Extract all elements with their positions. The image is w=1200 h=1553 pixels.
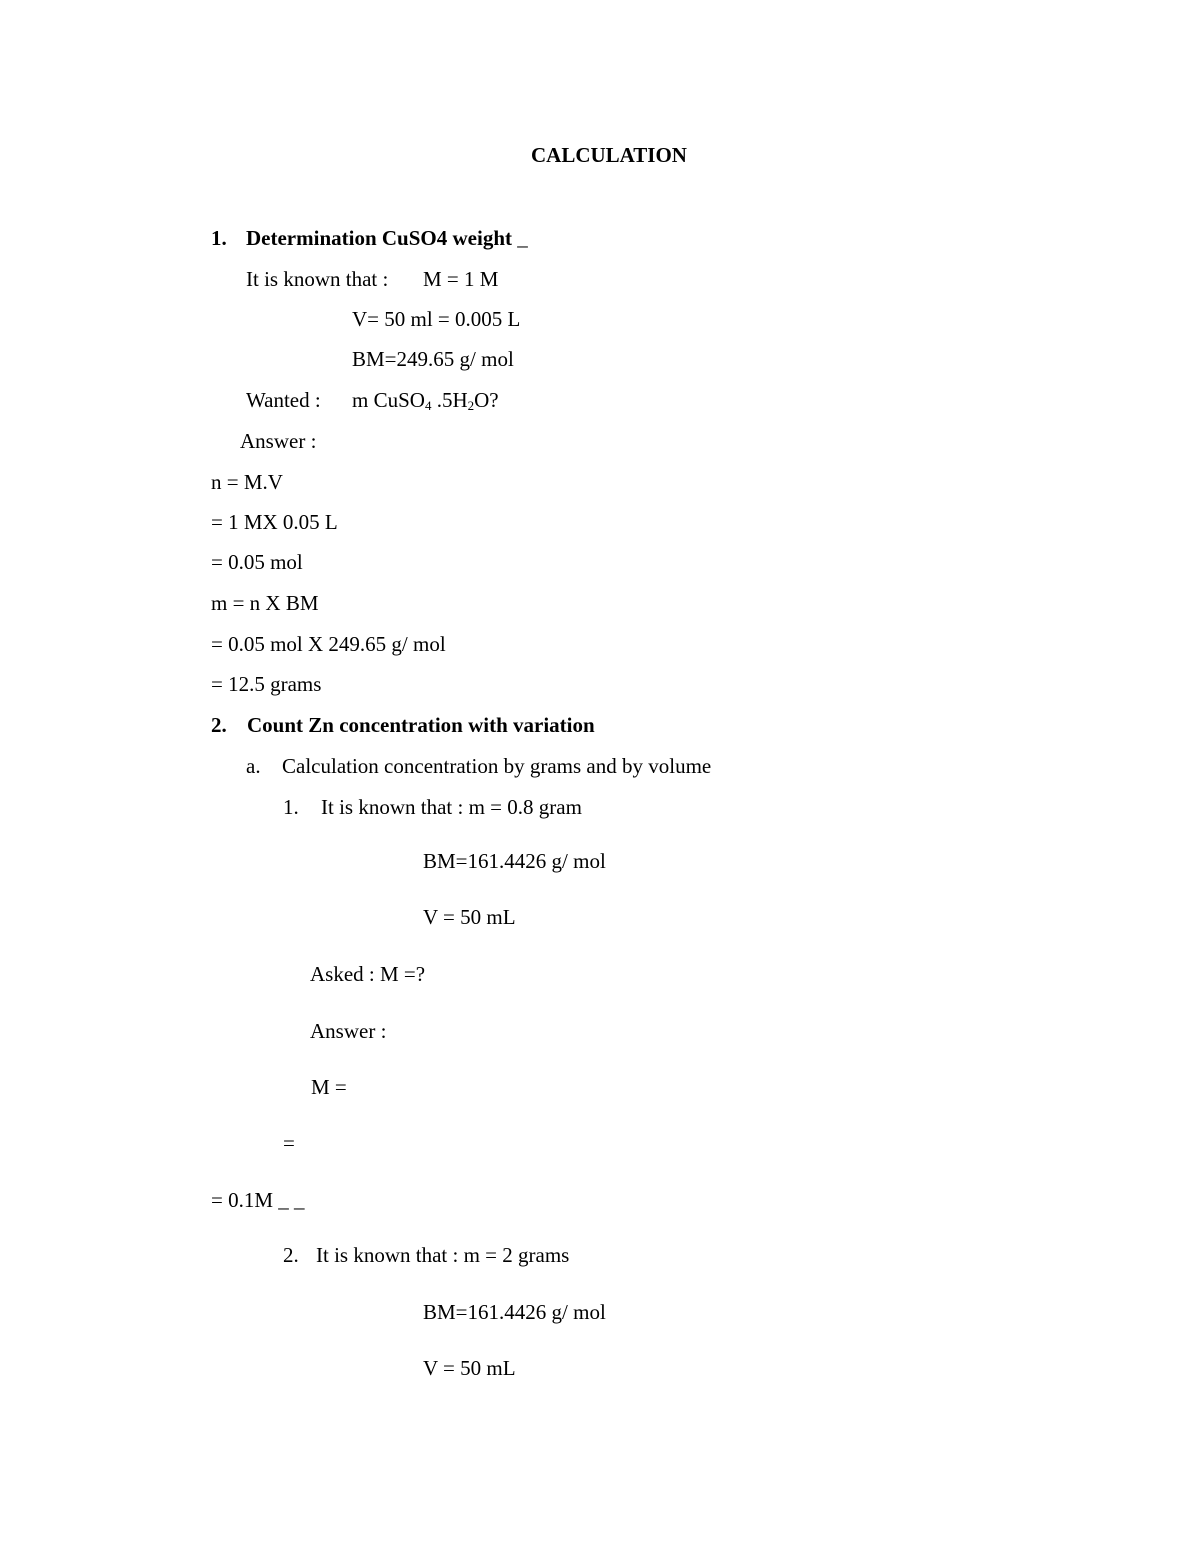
item-1-m-equation: M = [311, 1075, 347, 1099]
section-1-number: 1. [211, 226, 227, 250]
item-1-molar-mass: BM=161.4426 g/ mol [423, 849, 606, 873]
item-1-volume: V = 50 mL [423, 905, 516, 929]
answer-label: Answer : [240, 429, 317, 453]
item-2-marker: 2. [283, 1243, 299, 1267]
wanted-formula-part: m CuSO [352, 388, 425, 412]
item-1-known: It is known that : m = 0.8 gram [321, 795, 582, 819]
item-2-molar-mass: BM=161.4426 g/ mol [423, 1300, 606, 1324]
item-1-answer: Answer : [310, 1019, 387, 1043]
known-molar-mass: BM=249.65 g/ mol [352, 347, 514, 371]
item-2-volume: V = 50 mL [423, 1356, 516, 1380]
wanted-formula [352, 388, 499, 412]
section-1-heading [246, 226, 528, 250]
sub-a-marker: a. [246, 754, 261, 778]
wanted-label: Wanted : [246, 388, 321, 412]
calc-step: n = M.V [211, 470, 283, 494]
page-title: CALCULATION [531, 143, 687, 167]
calc-step: m = n X BM [211, 591, 319, 615]
item-1-marker: 1. [283, 795, 299, 819]
calc-step: = 12.5 grams [211, 672, 322, 696]
item-1-result: = 0.1M _ _ [211, 1188, 305, 1212]
item-1-equals: = [283, 1131, 295, 1155]
section-2-number: 2. [211, 713, 227, 737]
wanted-formula-subscript: 4 [424, 398, 432, 413]
item-2-known: It is known that : m = 2 grams [316, 1243, 570, 1267]
calc-step: = 0.05 mol X 249.65 g/ mol [211, 632, 446, 656]
calc-step: = 0.05 mol [211, 550, 303, 574]
wanted-formula-subscript: 2 [467, 398, 475, 413]
known-molarity: M = 1 M [423, 267, 499, 291]
section-1-heading-text: Determination CuSO4 weight [246, 226, 512, 250]
section-2-heading: Count Zn concentration with variation [247, 713, 595, 737]
item-1-asked: Asked : M =? [310, 962, 426, 986]
known-label: It is known that : [246, 267, 389, 291]
calc-step: = 1 MX 0.05 L [211, 510, 338, 534]
wanted-formula-part: .5H [431, 388, 468, 412]
sub-a-text: Calculation concentration by grams and by volume [282, 754, 712, 778]
wanted-formula-part: O? [474, 388, 499, 412]
section-1-heading-trail: _ [517, 226, 528, 250]
known-volume: V= 50 ml = 0.005 L [352, 307, 521, 331]
